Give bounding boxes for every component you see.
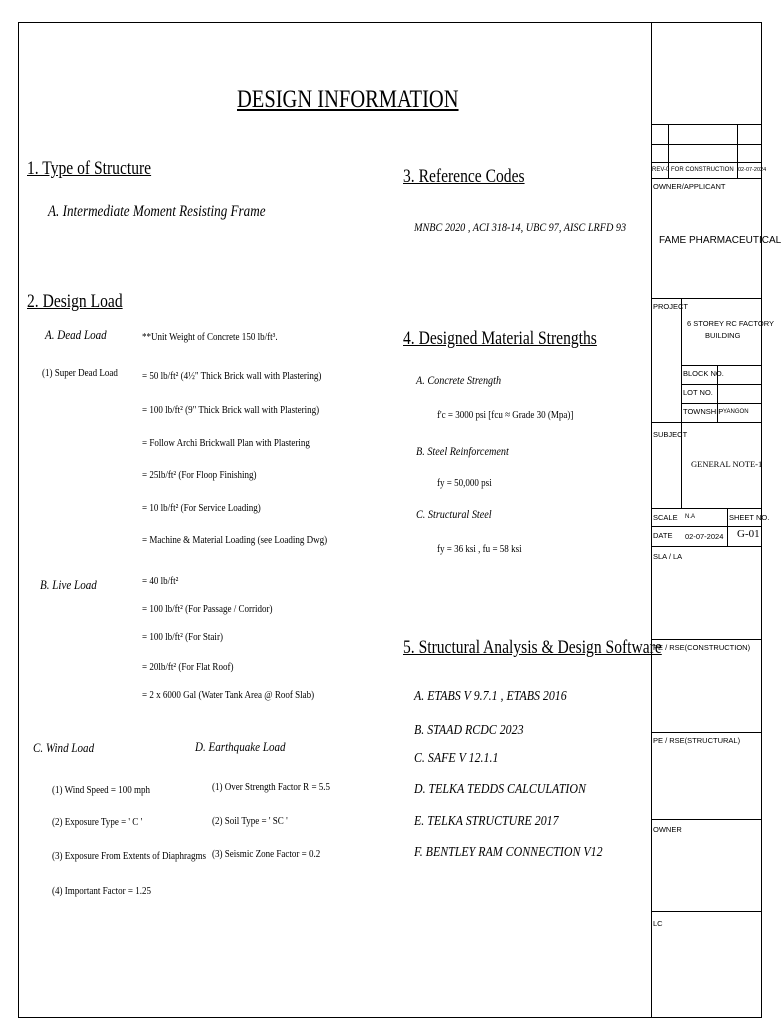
project-line-2: BUILDING [705,331,741,340]
grid-line [651,732,762,733]
rev-number: REV-0 [652,167,670,173]
concrete-unit-weight-note: **Unit Weight of Concrete 150 lb/ft³. [142,331,278,343]
section-4-heading: 4. Designed Material Strengths [403,328,597,349]
concrete-strength-label: A. Concrete Strength [416,373,502,387]
project-line-1: 6 STOREY RC FACTORY [687,319,774,328]
structural-steel-value: fy = 36 ksi , fu = 58 ksi [437,543,522,555]
rev-date: 02-07-2024 [738,167,767,173]
earthquake-load-label: D. Earthquake Load [195,739,286,754]
grid-line [681,365,762,366]
earthquake-load-line: (2) Soil Type = ' SC ' [212,815,288,827]
section-1-heading: 1. Type of Structure [27,158,152,179]
wind-load-line: (4) Important Factor = 1.25 [52,885,152,897]
live-load-line: = 40 lb/ft² [142,575,179,587]
grid-line [681,384,762,385]
scale-label: SCALE [653,513,678,522]
steel-reinforcement-label: B. Steel Reinforcement [416,444,509,458]
owner-applicant-label: OWNER/APPLICANT [653,182,726,191]
wind-load-label: C. Wind Load [33,740,95,755]
live-load-line: = 100 lb/ft² (For Passage / Corridor) [142,603,273,615]
lc-label: LC [653,919,663,928]
software-item: D. TELKA TEDDS CALCULATION [414,782,586,797]
title-block [651,22,781,1018]
date-value: 02-07-2024 [685,532,724,541]
scale-value: N.A [685,514,696,520]
grid-line [651,508,762,509]
structure-type: A. Intermediate Moment Resisting Frame [48,203,266,220]
concrete-strength-value: f'c = 3000 psi [fcu ≈ Grade 30 (Mpa)] [437,409,574,421]
rev-description: FOR CONSTRUCTION [671,167,734,173]
live-load-label: B. Live Load [40,577,97,592]
wind-load-line: (2) Exposure Type = ' C ' [52,816,143,828]
pe-rse-structural-label: PE / RSE(STRUCTURAL) [653,736,741,745]
grid-line [651,298,762,299]
grid-line [681,422,682,508]
sheet-number: G-01 [737,528,760,540]
date-label: DATE [653,531,673,540]
earthquake-load-line: (1) Over Strength Factor R = 5.5 [212,781,331,793]
grid-line [651,526,762,527]
grid-line [681,403,762,404]
sheet-no-label: SHEET NO. [729,513,770,522]
grid-line [651,546,762,547]
township-value: YANGON [723,409,749,415]
section-3-heading: 3. Reference Codes [403,166,525,187]
software-item: A. ETABS V 9.7.1 , ETABS 2016 [414,689,567,704]
grid-line [651,178,762,179]
sla-la-label: SLA / LA [653,552,683,561]
project-label: PROJECT [653,302,689,311]
software-item: F. BENTLEY RAM CONNECTION V12 [414,845,603,860]
super-dead-load-label: (1) Super Dead Load [42,367,118,379]
subject-label: SUBJECT [653,430,688,439]
grid-line [651,639,762,640]
owner-label: OWNER [653,825,682,834]
steel-reinforcement-value: fy = 50,000 psi [437,477,492,489]
section-2-heading: 2. Design Load [27,291,123,312]
pe-rse-construction-label: PE / RSE(CONSTRUCTION) [653,643,751,652]
dead-load-line: = 50 lb/ft² (4½" Thick Brick wall with Plastering) [142,370,322,382]
page-title: DESIGN INFORMATION [237,86,459,113]
live-load-line: = 2 x 6000 Gal (Water Tank Area @ Roof Slab) [142,689,315,701]
live-load-line: = 20lb/ft² (For Flat Roof) [142,661,234,673]
block-no-label: BLOCK NO. [683,369,724,378]
grid-line [727,508,728,546]
reference-codes: MNBC 2020 , ACI 318-14, UBC 97, AISC LRFD 93 [414,220,627,234]
dead-load-line: = 25lb/ft² (For Floop Finishing) [142,469,257,481]
grid-line [651,422,762,423]
software-item: C. SAFE V 12.1.1 [414,751,499,766]
dead-load-line: = Follow Archi Brickwall Plan with Plastering [142,437,310,449]
dead-load-line: = 10 lb/ft² (For Service Loading) [142,502,261,514]
dead-load-line: = Machine & Material Loading (see Loading Dwg) [142,534,328,546]
subject-value: GENERAL NOTE-1 [691,459,763,469]
live-load-line: = 100 lb/ft² (For Stair) [142,631,223,643]
earthquake-load-line: (3) Seismic Zone Factor = 0.2 [212,848,321,860]
grid-line [651,911,762,912]
wind-load-line: (3) Exposure From Extents of Diaphragms [52,850,207,862]
structural-steel-label: C. Structural Steel [416,507,492,521]
software-item: E. TELKA STRUCTURE 2017 [414,814,559,829]
software-item: B. STAAD RCDC 2023 [414,723,524,738]
owner-applicant-name: FAME PHARMACEUTICAL [659,235,781,246]
wind-load-line: (1) Wind Speed = 100 mph [52,784,151,796]
lot-no-label: LOT NO. [683,388,713,397]
township-label: TOWNSHIP [683,407,724,416]
grid-line [651,819,762,820]
section-5-heading: 5. Structural Analysis & Design Software [403,637,662,658]
dead-load-line: = 100 lb/ft² (9" Thick Brick wall with Plastering) [142,404,320,416]
dead-load-label: A. Dead Load [45,327,107,342]
